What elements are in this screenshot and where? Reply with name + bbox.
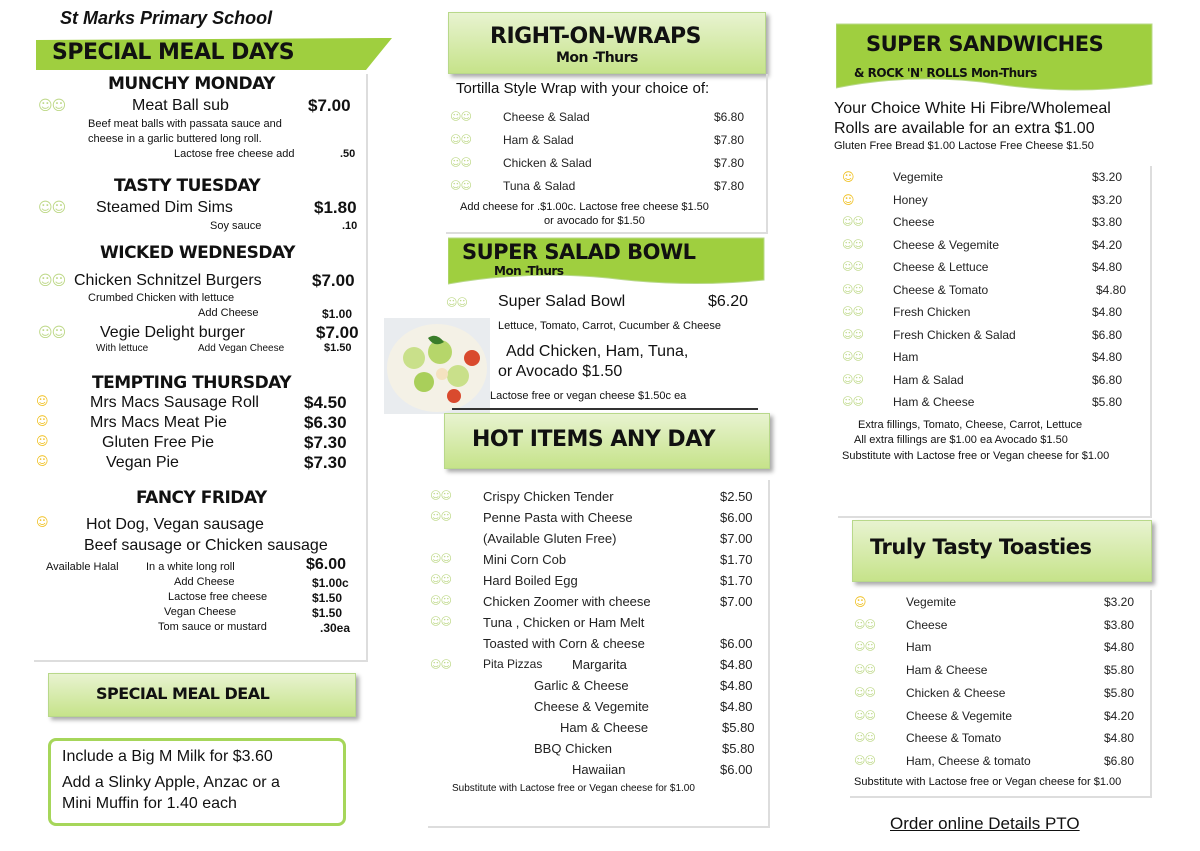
smiley-icon: ☺☺	[854, 685, 875, 699]
meal-deal-line3: Mini Muffin for 1.40 each	[62, 795, 237, 812]
sandwich-item-price: $3.20	[1092, 192, 1123, 207]
special-meal-days-title: SPECIAL MEAL DAYS	[52, 40, 295, 65]
wrap-item-price: $6.80	[714, 110, 745, 124]
vegie-burger-price: $7.00	[316, 323, 359, 342]
sandwiches-intro1: Your Choice White Hi Fibre/Wholemeal	[834, 100, 1111, 117]
toasties-note: Substitute with Lactose free or Vegan cheese for $1.00	[854, 776, 1122, 788]
wraps-title: RIGHT-ON-WRAPS	[490, 24, 701, 49]
vegie-burger-desc: With lettuce	[96, 343, 149, 354]
friday-extra-name: Lactose free cheese	[168, 591, 268, 603]
sandwiches-note2: All extra fillings are $1.00 ea Avocado $1.50	[854, 434, 1068, 446]
smiley-icon: ☺☺	[842, 215, 863, 228]
meatball-sub-price: $7.00	[308, 96, 351, 115]
toastie-item-price: $4.20	[1104, 708, 1135, 723]
dim-sims-name: Steamed Dim Sims	[96, 199, 233, 216]
hotdog-line1: Hot Dog, Vegan sausage	[86, 516, 264, 533]
pizza-name: Ham & Cheese	[560, 720, 649, 735]
toastie-item-name: Ham, Cheese & tomato	[906, 753, 1031, 768]
sandwich-item-name: Cheese	[893, 215, 935, 229]
sandwich-item-name: Cheese & Vegemite	[893, 237, 1000, 252]
smiley-icon: ☺☺	[842, 282, 863, 296]
pizza-name: Garlic & Cheese	[534, 678, 629, 693]
sandwich-item-name: Cheese & Tomato	[893, 282, 989, 297]
smiley-icon: ☺	[36, 454, 49, 468]
friday-extra-price: $1.50	[312, 591, 343, 605]
smiley-icon: ☺	[36, 434, 49, 448]
wraps-note1: Add cheese for .$1.00c. Lactose free cheese $1.50	[460, 201, 709, 213]
sandwich-item-name: Fresh Chicken & Salad	[893, 327, 1016, 342]
smiley-icon: ☺☺	[450, 156, 471, 169]
wrap-item-name: Chicken & Salad	[503, 156, 592, 170]
sandwich-item-name: Fresh Chicken	[893, 305, 971, 319]
pizza-price: $4.80	[720, 657, 753, 672]
smiley-icon: ☺☺	[450, 110, 471, 123]
friday-extra-price: $1.00c	[312, 576, 349, 590]
smiley-icon: ☺☺	[842, 372, 863, 386]
friday-extra-price: .30ea	[320, 621, 351, 635]
smiley-icon: ☺☺	[430, 489, 451, 502]
sandwiches-note1: Extra fillings, Tomato, Cheese, Carrot, Lettuce	[858, 419, 1083, 431]
smiley-icon: ☺☺	[38, 273, 66, 289]
smiley-icon: ☺☺	[842, 327, 863, 341]
smiley-icon: ☺	[842, 170, 855, 184]
wednesday-title: WICKED WEDNESDAY	[100, 243, 295, 263]
hot-item-price: $2.50	[720, 489, 753, 504]
sandwich-item-name: Vegemite	[893, 170, 944, 184]
smiley-icon: ☺☺	[450, 133, 471, 146]
wraps-intro: Tortilla Style Wrap with your choice of:	[456, 80, 710, 97]
friday-extra-price: $1.50	[312, 606, 343, 620]
schnitzel-desc: Crumbed Chicken with lettuce	[88, 292, 235, 304]
hot-item-price: $7.00	[720, 531, 753, 546]
smiley-icon: ☺☺	[854, 640, 875, 654]
thursday-item-name: Mrs Macs Meat Pie	[90, 414, 227, 431]
smiley-icon: ☺☺	[446, 296, 467, 309]
sandwich-item-price: $3.20	[1092, 170, 1123, 184]
salad-sub: Mon -Thurs	[494, 264, 564, 278]
soy-sauce-price: .10	[342, 220, 358, 232]
sandwich-item-name: Ham & Salad	[893, 372, 964, 387]
smiley-icon: ☺☺	[854, 753, 875, 767]
wrap-item-price: $7.80	[714, 133, 745, 147]
wrap-item-price: $7.80	[714, 156, 745, 170]
toastie-item-price: $3.80	[1104, 617, 1135, 632]
smiley-icon: ☺☺	[430, 573, 451, 586]
toastie-item-name: Ham	[906, 640, 932, 655]
schnitzel-extra-price: $1.00	[322, 307, 353, 321]
salad-note: Lactose free or vegan cheese $1.50c ea	[490, 390, 687, 402]
hot-item-name: Penne Pasta with Cheese	[483, 510, 633, 525]
vegie-burger-extra-price: $1.50	[324, 342, 352, 354]
hotdog-line2: Beef sausage or Chicken sausage	[84, 537, 328, 554]
smiley-icon: ☺☺	[842, 260, 863, 273]
smiley-icon: ☺☺	[38, 98, 66, 114]
sandwich-item-name: Cheese & Lettuce	[893, 260, 989, 274]
hot-item-price: $6.00	[720, 510, 753, 525]
smiley-icon: ☺☺	[38, 200, 66, 216]
sandwich-item-name: Honey	[893, 192, 928, 207]
hot-item-name: (Available Gluten Free)	[483, 531, 617, 546]
salad-add2: or Avocado $1.50	[498, 363, 623, 380]
smiley-icon: ☺☺	[842, 350, 863, 363]
salad-image	[384, 318, 490, 414]
monday-extra-price: .50	[340, 148, 356, 160]
sandwiches-intro3: Gluten Free Bread $1.00 Lactose Free Cheese $1.50	[834, 140, 1094, 152]
toastie-item-name: Ham & Cheese	[906, 663, 988, 678]
toastie-item-name: Cheese & Vegemite	[906, 708, 1013, 723]
sandwich-item-name: Ham	[893, 350, 919, 364]
meal-deal-title: SPECIAL MEAL DEAL	[96, 684, 270, 703]
sandwiches-note3: Substitute with Lactose free or Vegan cheese for $1.00	[842, 450, 1110, 462]
smiley-icon: ☺☺	[854, 663, 875, 677]
toastie-item-price: $5.80	[1104, 685, 1135, 700]
hot-item-name: Toasted with Corn & cheese	[483, 636, 645, 651]
order-online-link[interactable]: Order online Details PTO	[890, 814, 1080, 833]
hot-item-name: Hard Boiled Egg	[483, 573, 578, 588]
salad-title: SUPER SALAD BOWL	[462, 240, 696, 264]
monday-desc1: Beef meat balls with passata sauce and	[88, 118, 282, 130]
roll-note: In a white long roll	[146, 561, 235, 573]
hot-item-price: $1.70	[720, 573, 753, 588]
smiley-icon: ☺	[36, 414, 49, 428]
hot-item-name: Tuna , Chicken or Ham Melt	[483, 615, 645, 630]
wrap-item-name: Cheese & Salad	[503, 110, 590, 124]
sandwich-item-price: $4.80	[1092, 350, 1123, 364]
thursday-item-name: Vegan Pie	[106, 454, 179, 471]
sandwich-item-price: $3.80	[1092, 215, 1123, 229]
sandwich-item-price: $4.80	[1096, 282, 1127, 297]
hotdog-price: $6.00	[306, 556, 347, 573]
salad-desc: Lettuce, Tomato, Carrot, Cucumber & Cheese	[498, 320, 721, 332]
hot-item-price: $7.00	[720, 594, 753, 609]
meatball-sub-name: Meat Ball sub	[132, 97, 229, 114]
hot-item-price: $6.00	[720, 636, 753, 651]
wrap-item-name: Tuna & Salad	[503, 179, 576, 193]
toastie-item-price: $6.80	[1104, 753, 1135, 768]
sandwich-item-price: $4.20	[1092, 237, 1123, 252]
monday-extra: Lactose free cheese add	[174, 148, 295, 160]
hot-item-name: Mini Corn Cob	[483, 552, 567, 567]
monday-desc2: cheese in a garlic buttered long roll.	[88, 133, 262, 145]
sandwich-item-price: $4.80	[1092, 260, 1123, 274]
halal-note: Available Halal	[46, 561, 119, 573]
thursday-item-price: $4.50	[304, 393, 347, 412]
pizza-name: Hawaiian	[572, 762, 626, 777]
sandwiches-sub: & ROCK 'N' ROLLS Mon-Thurs	[854, 66, 1037, 80]
pizza-name: Cheese & Vegemite	[534, 699, 649, 714]
thursday-item-price: $7.30	[304, 453, 347, 472]
pizza-label: Pita Pizzas	[483, 657, 543, 671]
smiley-icon: ☺☺	[842, 305, 863, 318]
smiley-icon: ☺☺	[430, 658, 451, 671]
pizza-price: $4.80	[720, 678, 753, 693]
sandwich-item-price: $5.80	[1092, 395, 1123, 409]
schnitzel-price: $7.00	[312, 271, 355, 290]
pizza-price: $4.80	[720, 699, 753, 714]
wrap-item-name: Ham & Salad	[503, 133, 574, 147]
soy-sauce: Soy sauce	[210, 220, 262, 232]
smiley-icon: ☺	[854, 595, 867, 609]
toastie-item-name: Vegemite	[906, 595, 957, 609]
smiley-icon: ☺☺	[430, 594, 451, 607]
wraps-note2: or avocado for $1.50	[544, 215, 645, 227]
smiley-icon: ☺	[36, 515, 49, 529]
smiley-icon: ☺☺	[854, 731, 875, 745]
salad-bowl-name: Super Salad Bowl	[498, 293, 626, 310]
dim-sims-price: $1.80	[314, 198, 357, 217]
friday-extra-name: Tom sauce or mustard	[158, 621, 267, 633]
smiley-icon: ☺☺	[430, 510, 451, 523]
hot-item-name: Chicken Zoomer with cheese	[483, 594, 651, 609]
pizza-price: $5.80	[722, 720, 755, 735]
pizza-price: $5.80	[722, 741, 755, 756]
sandwiches-title: SUPER SANDWICHES	[866, 32, 1104, 56]
sandwich-item-price: $4.80	[1092, 305, 1123, 319]
smiley-icon: ☺☺	[854, 617, 875, 631]
schnitzel-name: Chicken Schnitzel Burgers	[74, 272, 262, 289]
smiley-icon: ☺☺	[842, 395, 863, 408]
hot-item-name: Crispy Chicken Tender	[483, 489, 614, 504]
friday-extra-name: Add Cheese	[174, 576, 235, 588]
thursday-item-price: $7.30	[304, 433, 347, 452]
vegie-burger-name: Vegie Delight burger	[100, 324, 245, 341]
toastie-item-price: $3.20	[1104, 595, 1135, 609]
sandwich-item-price: $6.80	[1092, 327, 1123, 342]
wrap-item-price: $7.80	[714, 179, 745, 193]
toastie-item-price: $4.80	[1104, 640, 1135, 655]
thursday-item-name: Gluten Free Pie	[102, 434, 215, 451]
thursday-title: TEMPTING THURSDAY	[92, 373, 292, 393]
toastie-item-name: Cheese	[906, 617, 948, 632]
hot-item-price: $1.70	[720, 552, 753, 567]
sandwiches-intro2: Rolls are available for an extra $1.00	[834, 120, 1095, 137]
meal-deal-line2: Add a Slinky Apple, Anzac or a	[62, 774, 280, 791]
toastie-item-name: Cheese & Tomato	[906, 731, 1002, 746]
smiley-icon: ☺☺	[430, 552, 451, 565]
hot-note: Substitute with Lactose free or Vegan cheese for $1.00	[452, 783, 695, 794]
thursday-item-name: Mrs Macs Sausage Roll	[90, 394, 259, 411]
smiley-icon: ☺	[842, 192, 855, 207]
tuesday-title: TASTY TUESDAY	[114, 176, 261, 196]
pizza-name: Margarita	[572, 657, 627, 672]
friday-extra-name: Vegan Cheese	[164, 606, 237, 618]
sandwich-item-price: $6.80	[1092, 372, 1123, 387]
school-name: St Marks Primary School	[60, 8, 273, 28]
toastie-item-price: $5.80	[1104, 663, 1135, 678]
thursday-item-price: $6.30	[304, 413, 347, 432]
vegie-burger-extra: Add Vegan Cheese	[198, 343, 285, 354]
smiley-icon: ☺☺	[842, 237, 863, 251]
schnitzel-extra: Add Cheese	[198, 307, 259, 319]
hot-items-title: HOT ITEMS ANY DAY	[472, 427, 716, 452]
toastie-item-price: $4.80	[1104, 731, 1135, 746]
sandwich-item-name: Ham & Cheese	[893, 395, 975, 409]
toastie-item-name: Chicken & Cheese	[906, 685, 1006, 700]
smiley-icon: ☺☺	[854, 708, 875, 722]
pizza-price: $6.00	[720, 762, 753, 777]
friday-title: FANCY FRIDAY	[136, 488, 267, 508]
smiley-icon: ☺☺	[450, 179, 471, 192]
toasties-title: Truly Tasty Toasties	[870, 535, 1092, 559]
meal-deal-line1: Include a Big M Milk for $3.60	[62, 748, 273, 765]
salad-add1: Add Chicken, Ham, Tuna,	[506, 343, 689, 360]
salad-bowl-price: $6.20	[708, 293, 749, 310]
wraps-sub: Mon -Thurs	[556, 50, 638, 66]
smiley-icon: ☺☺	[38, 325, 66, 341]
smiley-icon: ☺	[36, 394, 49, 408]
smiley-icon: ☺☺	[430, 615, 451, 628]
salad-divider	[452, 408, 758, 410]
monday-title: MUNCHY MONDAY	[108, 74, 275, 94]
pizza-name: BBQ Chicken	[534, 741, 613, 756]
